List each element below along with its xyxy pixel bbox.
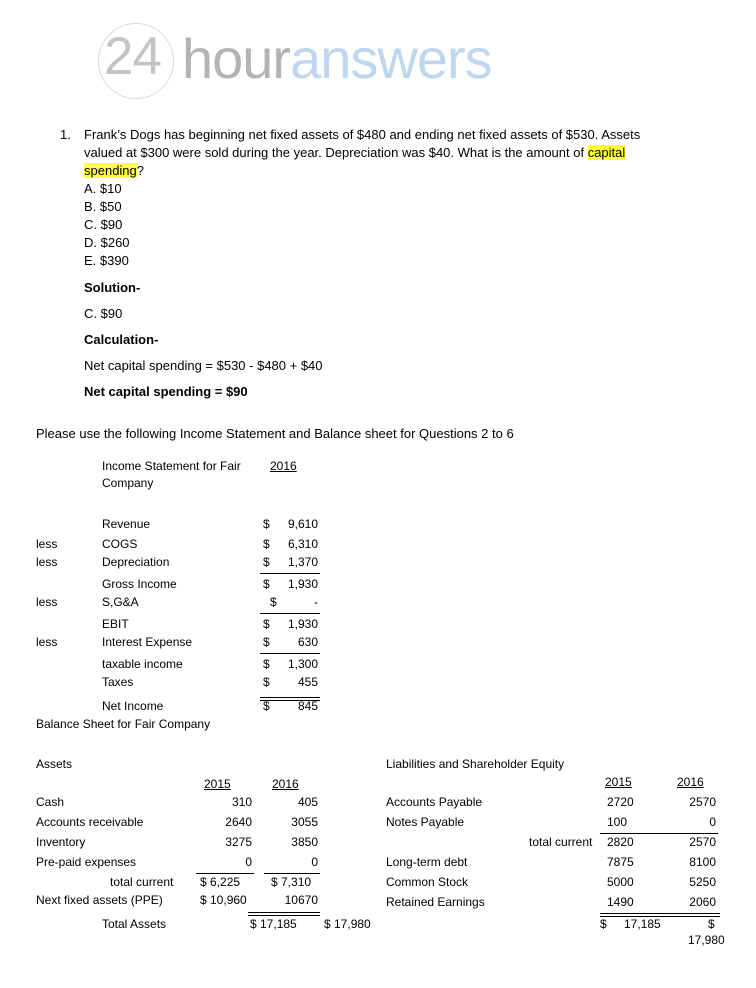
- is-row-label: Depreciation: [102, 555, 170, 569]
- logo-number: 24: [104, 27, 161, 86]
- asset-row-label: Pre-paid expenses: [36, 855, 137, 869]
- rule: [196, 873, 254, 874]
- is-row-prefix: less: [36, 635, 58, 649]
- asset-row-label: Cash: [36, 795, 65, 809]
- asset-row-2016: 3055: [291, 815, 318, 829]
- calculation-formula: Net capital spending = $530 - $480 + $40: [84, 358, 323, 373]
- is-row-label: Revenue: [102, 517, 151, 531]
- total-assets-2016: $ 17,980: [324, 917, 371, 931]
- total-assets-2015: $ 17,185: [250, 917, 297, 931]
- balance-sheet-title: Balance Sheet for Fair Company: [36, 717, 211, 731]
- liability-row-2016: 2060: [689, 895, 716, 909]
- instruction-text: Please use the following Income Statement and Balance sheet for Questions 2 to 6: [36, 426, 514, 441]
- liability-row-label: Notes Payable: [386, 815, 465, 829]
- income-statement-title-2: Company: [102, 476, 154, 490]
- is-row-label: taxable income: [102, 657, 183, 671]
- liabilities-year-2016: 2016: [677, 775, 704, 789]
- is-row-value: 455: [297, 675, 318, 689]
- liabilities-total-current-label: total current: [529, 835, 593, 849]
- is-row-currency: $: [263, 537, 270, 551]
- liability-row-2015: 7875: [607, 855, 634, 869]
- is-row-label: COGS: [102, 537, 138, 551]
- option-e: E. $390: [84, 253, 129, 268]
- liability-row-label: Long-term debt: [386, 855, 468, 869]
- is-row-currency: $: [263, 635, 270, 649]
- is-row-value: 1,930: [287, 617, 318, 631]
- liabilities-heading: Liabilities and Shareholder Equity: [386, 757, 565, 771]
- asset-row-2015: 0: [245, 855, 252, 869]
- solution-heading: Solution-: [84, 280, 141, 295]
- income-statement-title-1: Income Statement for Fair: [102, 459, 241, 473]
- liability-row-2016: 0: [709, 815, 716, 829]
- question-line-1: Frank’s Dogs has beginning net fixed assets of $480 and ending net fixed assets of $530. Assets: [84, 127, 641, 142]
- question-line-3: spending?: [84, 163, 145, 178]
- is-row-currency: $: [263, 617, 270, 631]
- calculation-heading: Calculation-: [84, 332, 159, 347]
- assets-total-current-2015: $ 6,225: [200, 875, 241, 889]
- is-row-label: EBIT: [102, 617, 129, 631]
- liability-row-2016: 5250: [689, 875, 716, 889]
- is-row-currency: $: [263, 675, 270, 689]
- rule: [600, 833, 718, 834]
- is-row-prefix: less: [36, 555, 58, 569]
- is-row-label: Net Income: [102, 699, 164, 713]
- question-line-2: valued at $300 were sold during the year. Depreciation was $40. What is the amount of capital: [84, 145, 626, 160]
- liabilities-total-current-2015: 2820: [607, 835, 634, 849]
- asset-row-label: Inventory: [36, 835, 86, 849]
- highlight-capital: capital: [587, 145, 626, 160]
- asset-row-2015: 3275: [225, 835, 252, 849]
- is-row-currency: $: [263, 699, 270, 713]
- liability-row-label: Common Stock: [386, 875, 469, 889]
- solution-answer: C. $90: [84, 306, 123, 321]
- is-row-label: S,G&A: [102, 595, 139, 609]
- liability-row-2016: 8100: [689, 855, 716, 869]
- liability-row-2015: 2720: [607, 795, 634, 809]
- is-row-value: 9,610: [287, 517, 318, 531]
- assets-total-current-label: total current: [110, 875, 174, 889]
- liabilities-total-2016: 17,980: [688, 933, 725, 947]
- option-c: C. $90: [84, 217, 123, 232]
- option-a: A. $10: [84, 181, 122, 196]
- rule: [264, 873, 320, 874]
- liabilities-total-current-2016: 2570: [689, 835, 716, 849]
- rule: [260, 613, 320, 614]
- liabilities-year-2015: 2015: [605, 775, 632, 789]
- is-row-currency: $: [263, 555, 270, 569]
- is-row-value: 1,370: [287, 555, 318, 569]
- highlight-spending: spending: [84, 163, 137, 178]
- asset-row-2016: 3850: [291, 835, 318, 849]
- ppe-label: Next fixed assets (PPE): [36, 893, 163, 907]
- assets-year-2015: 2015: [204, 777, 231, 791]
- liabilities-total-2015-currency: $: [600, 917, 607, 931]
- liability-row-2015: 100: [607, 815, 628, 829]
- assets-heading: Assets: [36, 757, 73, 771]
- total-assets-label: Total Assets: [102, 917, 167, 931]
- liability-row-2015: 5000: [607, 875, 634, 889]
- asset-row-2016: 0: [311, 855, 318, 869]
- income-statement-year: 2016: [270, 459, 297, 473]
- is-row-value: 1,300: [287, 657, 318, 671]
- rule: [260, 653, 320, 654]
- asset-row-2016: 405: [297, 795, 318, 809]
- ppe-2016: 10670: [284, 893, 318, 907]
- asset-row-2015: 2640: [225, 815, 252, 829]
- is-row-value: -: [314, 595, 318, 609]
- is-row-currency: $: [263, 577, 270, 591]
- asset-row-label: Accounts receivable: [36, 815, 144, 829]
- is-row-currency: $: [263, 517, 270, 531]
- option-b: B. $50: [84, 199, 122, 214]
- is-row-label: Interest Expense: [102, 635, 193, 649]
- rule: [260, 573, 320, 574]
- is-row-currency: $: [270, 595, 277, 609]
- double-rule: [248, 912, 320, 916]
- liability-row-2016: 2570: [689, 795, 716, 809]
- assets-year-2016: 2016: [272, 777, 299, 791]
- is-row-value: 1,930: [287, 577, 318, 591]
- liability-row-label: Retained Earnings: [386, 895, 485, 909]
- is-row-prefix: less: [36, 537, 58, 551]
- is-row-value: 845: [297, 699, 318, 713]
- is-row-prefix: less: [36, 595, 58, 609]
- liabilities-total-2015: 17,185: [624, 917, 661, 931]
- ppe-2015: $ 10,960: [200, 893, 247, 907]
- logo-wordmark: houranswers: [182, 27, 492, 90]
- asset-row-2015: 310: [231, 795, 252, 809]
- is-row-label: Taxes: [102, 675, 134, 689]
- assets-total-current-2016: $ 7,310: [271, 875, 312, 889]
- liabilities-total-2016-currency: $: [708, 917, 715, 931]
- option-d: D. $260: [84, 235, 130, 250]
- is-row-currency: $: [263, 657, 270, 671]
- question-number: 1.: [60, 127, 71, 142]
- calculation-result: Net capital spending = $90: [84, 384, 248, 399]
- is-row-label: Gross Income: [102, 577, 177, 591]
- liability-row-label: Accounts Payable: [386, 795, 483, 809]
- is-row-value: 630: [297, 635, 318, 649]
- is-row-value: 6,310: [287, 537, 318, 551]
- liability-row-2015: 1490: [607, 895, 634, 909]
